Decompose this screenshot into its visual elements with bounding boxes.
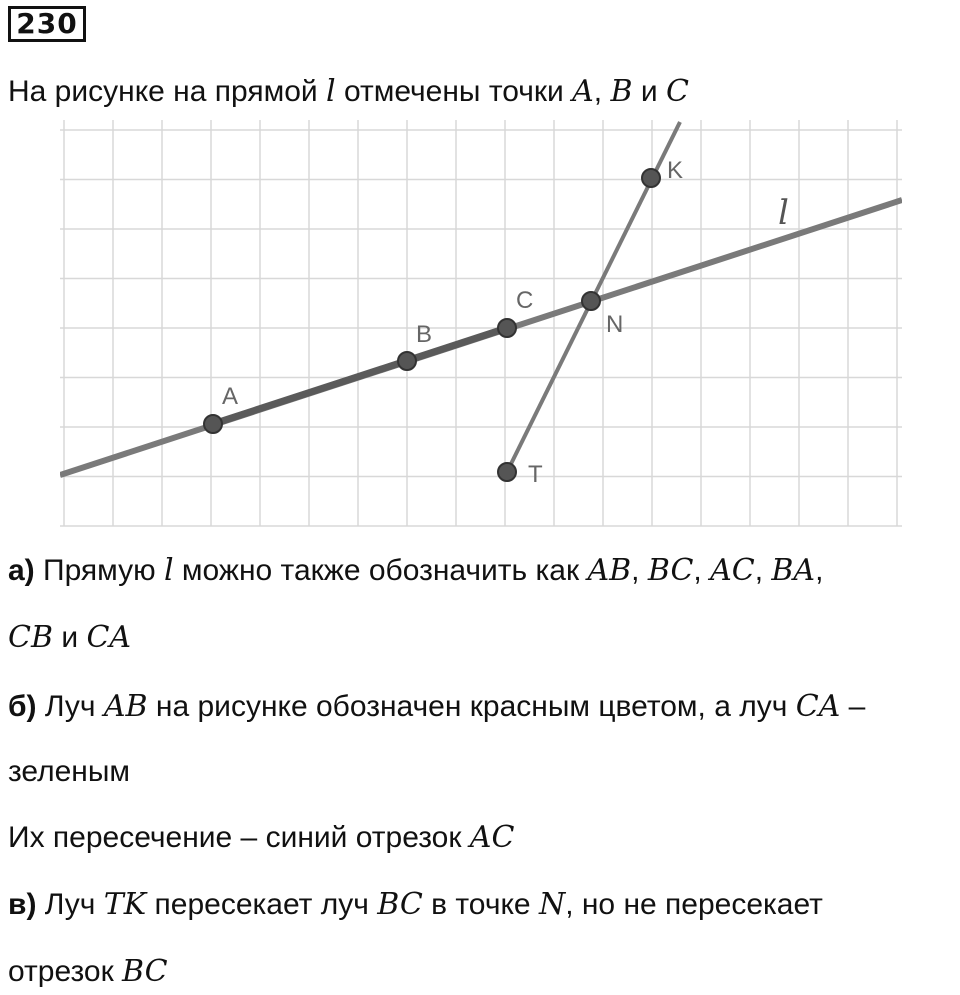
grid <box>60 120 902 526</box>
point-n <box>582 292 600 310</box>
label-n: N <box>606 311 624 338</box>
label-t: T <box>528 461 543 488</box>
part-b-line-2: зеленым <box>8 755 131 788</box>
part-a-line-2: CB и CA <box>8 620 132 655</box>
point-t <box>498 463 516 481</box>
part-c-line-1: в) Луч TK пересекает луч BC в точке N, но не пересекает <box>8 887 823 922</box>
part-b-line-3: Их пересечение – синий отрезок AC <box>8 820 515 855</box>
part-a-line-1: а) Прямую l можно также обозначить как AB, BC, AC, BA, <box>8 553 824 588</box>
problem-number: 230 <box>8 6 86 42</box>
point-a <box>204 415 222 433</box>
label-l: l <box>778 193 789 233</box>
label-b: B <box>416 321 433 348</box>
label-k: K <box>667 157 684 184</box>
point-c <box>498 319 516 337</box>
part-b-line-1: б) Луч AB на рисунке обозначен красным цветом, а луч CA – <box>8 689 866 724</box>
intro-text: На рисунке на прямой l отмечены точки A, B и C <box>8 74 689 109</box>
label-c: C <box>516 287 534 314</box>
part-c-line-2: отрезок BC <box>8 954 168 989</box>
geometry-figure <box>60 120 902 530</box>
point-k <box>642 169 660 187</box>
point-b <box>398 352 416 370</box>
segment-ac <box>213 328 507 424</box>
label-a: A <box>222 383 239 410</box>
